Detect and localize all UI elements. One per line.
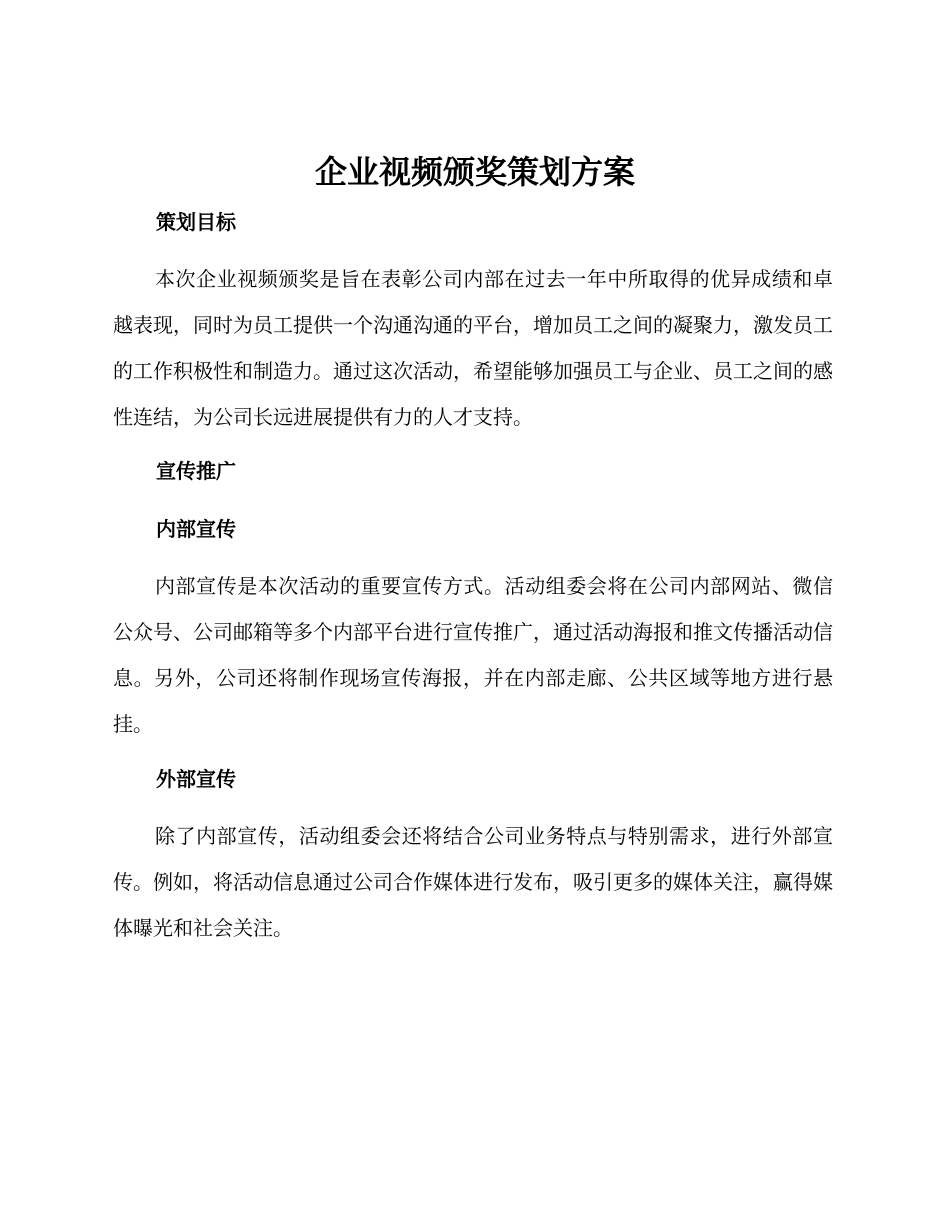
section-heading-external: 外部宣传	[156, 767, 236, 791]
section-paragraph-goal: 本次企业视频颁奖是旨在表彰公司内部在过去一年中所取得的优异成绩和卓越表现，同时为员工提供一个沟通沟通的平台，增加员工之间的凝聚力，激发员工的工作积极性和制造力。通过这次活动，希望能够加强员工与企业、员工之间的感性连结，为公司长远进展提供有力的人才支持。	[113, 267, 833, 429]
section-heading-goal: 策划目标	[156, 210, 236, 234]
document-title: 企业视频颁奖策划方案	[314, 153, 635, 191]
section-heading-internal: 内部宣传	[156, 517, 236, 541]
section-paragraph-internal: 内部宣传是本次活动的重要宣传方式。活动组委会将在公司内部网站、微信公众号、公司邮箱等多个内部平台进行宣传推广，通过活动海报和推文传播活动信息。另外，公司还将制作现场宣传海报，并在内部走廊、公共区域等地方进行悬挂。	[113, 574, 833, 736]
section-paragraph-external: 除了内部宣传，活动组委会还将结合公司业务特点与特别需求，进行外部宣传。例如，将活动信息通过公司合作媒体进行发布，吸引更多的媒体关注，赢得媒体曝光和社会关注。	[113, 824, 833, 940]
section-heading-promotion: 宣传推广	[156, 459, 236, 483]
